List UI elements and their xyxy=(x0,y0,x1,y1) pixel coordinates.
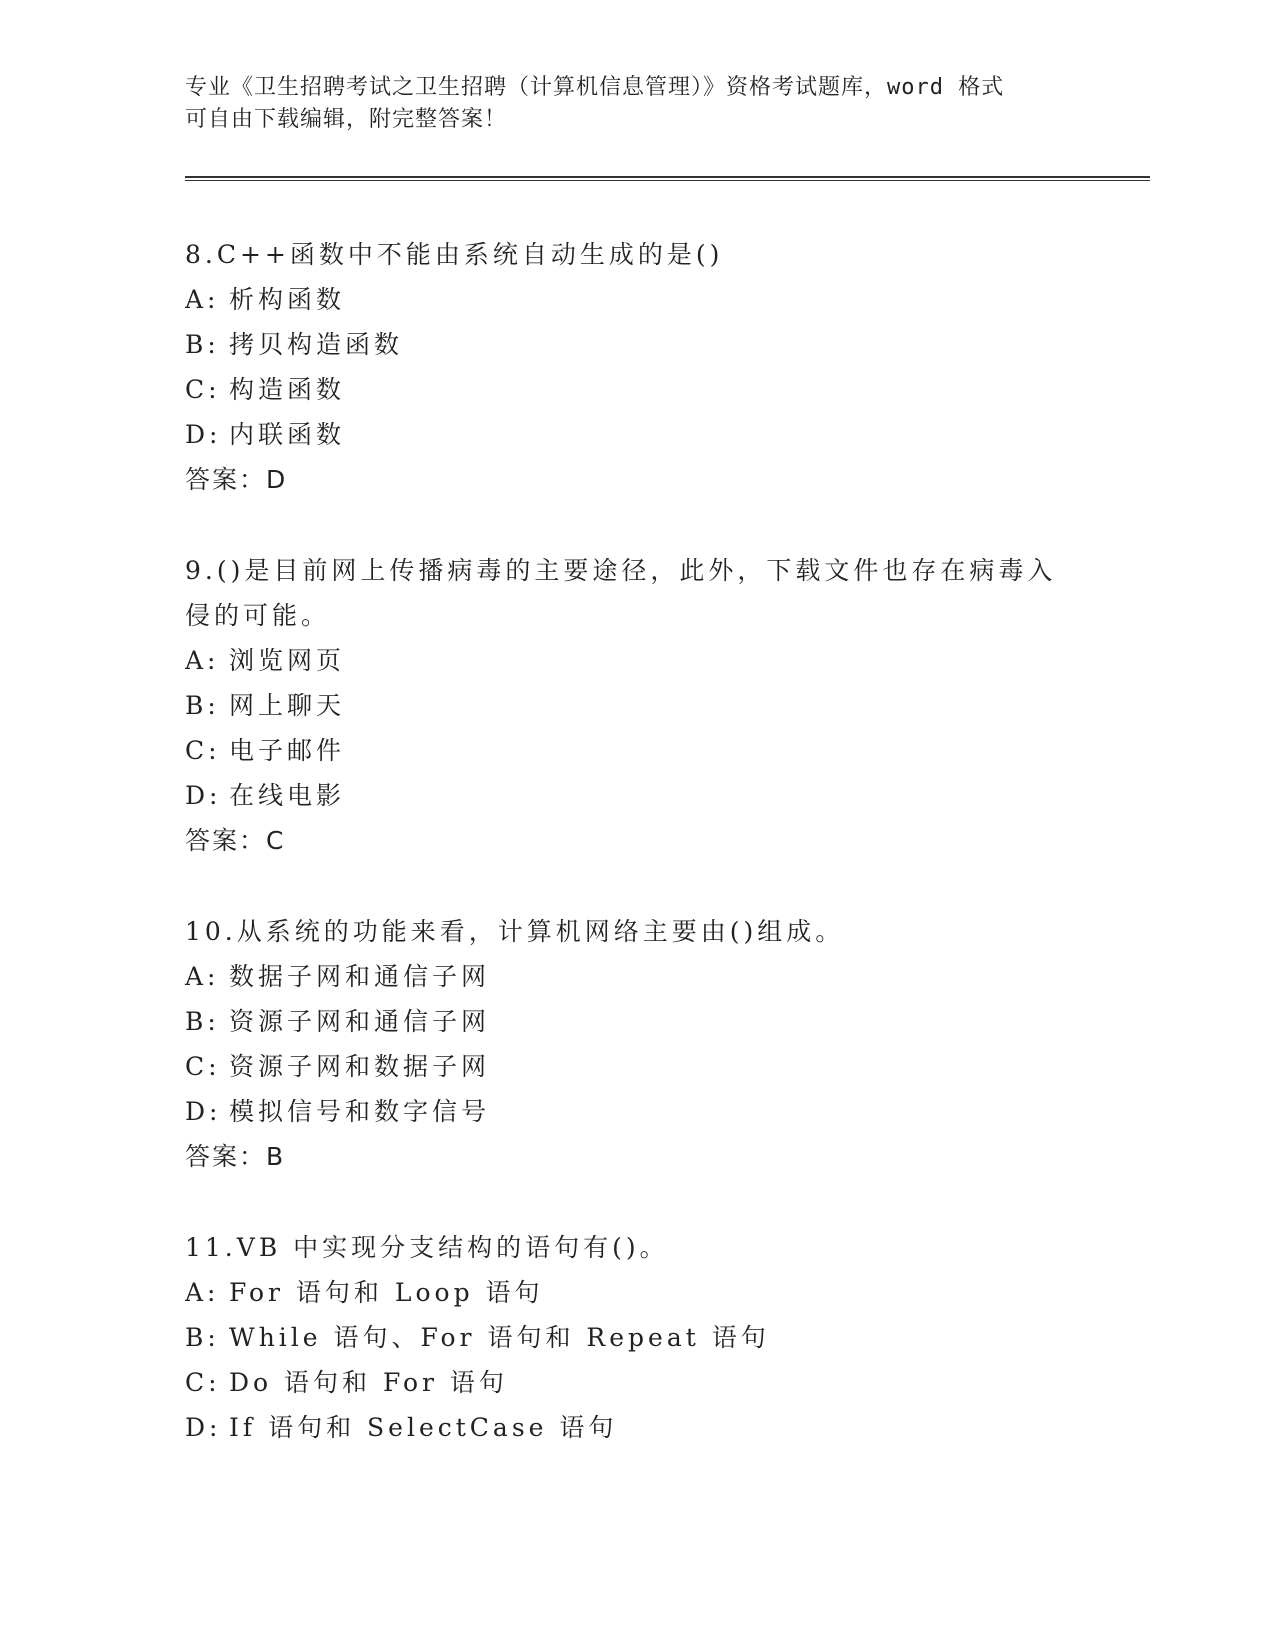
option-b xyxy=(185,1315,1065,1360)
option-a xyxy=(185,277,1065,322)
option-key: C: xyxy=(185,1052,221,1081)
option-b xyxy=(185,999,1065,1044)
option-text: 资源子网和通信子网 xyxy=(229,1007,491,1036)
option-a xyxy=(185,1270,1065,1315)
option-text: 内联函数 xyxy=(229,420,346,449)
option-text: If 语句和 SelectCase 语句 xyxy=(229,1413,618,1442)
option-c xyxy=(185,367,1065,412)
option-text: 拷贝构造函数 xyxy=(229,330,404,359)
header-line-2: 可自由下载编辑，附完整答案！ xyxy=(185,107,508,132)
option-text: 电子邮件 xyxy=(229,736,346,765)
question-9 xyxy=(185,548,1065,863)
question-stem: 10.从系统的功能来看，计算机网络主要由()组成。 xyxy=(185,917,845,946)
option-key: D: xyxy=(185,781,222,810)
option-text: 构造函数 xyxy=(229,375,346,404)
answer-line: 答案：C xyxy=(185,826,286,855)
option-text: 资源子网和数据子网 xyxy=(229,1052,491,1081)
header-line-1: 专业《卫生招聘考试之卫生招聘（计算机信息管理）》资格考试题库，word 格式 xyxy=(185,75,1005,100)
option-text: 模拟信号和数字信号 xyxy=(229,1097,491,1126)
option-key: A: xyxy=(185,285,220,314)
document-header xyxy=(185,72,1065,136)
option-d xyxy=(185,1089,1065,1134)
option-text: For 语句和 Loop 语句 xyxy=(229,1278,544,1307)
option-key: A: xyxy=(185,962,220,991)
option-b xyxy=(185,683,1065,728)
option-key: B: xyxy=(185,1323,220,1352)
option-c xyxy=(185,728,1065,773)
option-text: Do 语句和 For 语句 xyxy=(229,1368,508,1397)
question-stem: 11.VB 中实现分支结构的语句有()。 xyxy=(185,1233,669,1262)
header-divider xyxy=(185,176,1150,181)
option-key: A: xyxy=(185,1278,220,1307)
option-text: 网上聊天 xyxy=(229,691,346,720)
question-list xyxy=(185,232,1065,1496)
option-d xyxy=(185,1405,1065,1450)
option-c xyxy=(185,1360,1065,1405)
option-d xyxy=(185,773,1065,818)
question-8 xyxy=(185,232,1065,502)
question-10 xyxy=(185,909,1065,1179)
option-key: A: xyxy=(185,646,220,675)
option-a xyxy=(185,638,1065,683)
option-text: 析构函数 xyxy=(229,285,346,314)
option-key: C: xyxy=(185,375,221,404)
option-key: C: xyxy=(185,736,221,765)
option-text: 浏览网页 xyxy=(229,646,346,675)
option-text: While 语句、For 语句和 Repeat 语句 xyxy=(229,1323,770,1352)
option-key: B: xyxy=(185,691,220,720)
option-key: D: xyxy=(185,420,222,449)
option-key: D: xyxy=(185,1097,222,1126)
option-key: B: xyxy=(185,1007,220,1036)
question-stem: 8.C++函数中不能由系统自动生成的是() xyxy=(185,240,724,269)
option-key: B: xyxy=(185,330,220,359)
option-c xyxy=(185,1044,1065,1089)
option-text: 数据子网和通信子网 xyxy=(229,962,491,991)
option-d xyxy=(185,412,1065,457)
option-a xyxy=(185,954,1065,999)
option-key: C: xyxy=(185,1368,221,1397)
answer-line: 答案：B xyxy=(185,1142,286,1171)
option-text: 在线电影 xyxy=(229,781,346,810)
question-stem: 9.()是目前网上传播病毒的主要途径，此外，下载文件也存在病毒入侵的可能。 xyxy=(185,556,1057,630)
option-b xyxy=(185,322,1065,367)
option-key: D: xyxy=(185,1413,222,1442)
answer-line: 答案：D xyxy=(185,465,288,494)
question-11 xyxy=(185,1225,1065,1450)
